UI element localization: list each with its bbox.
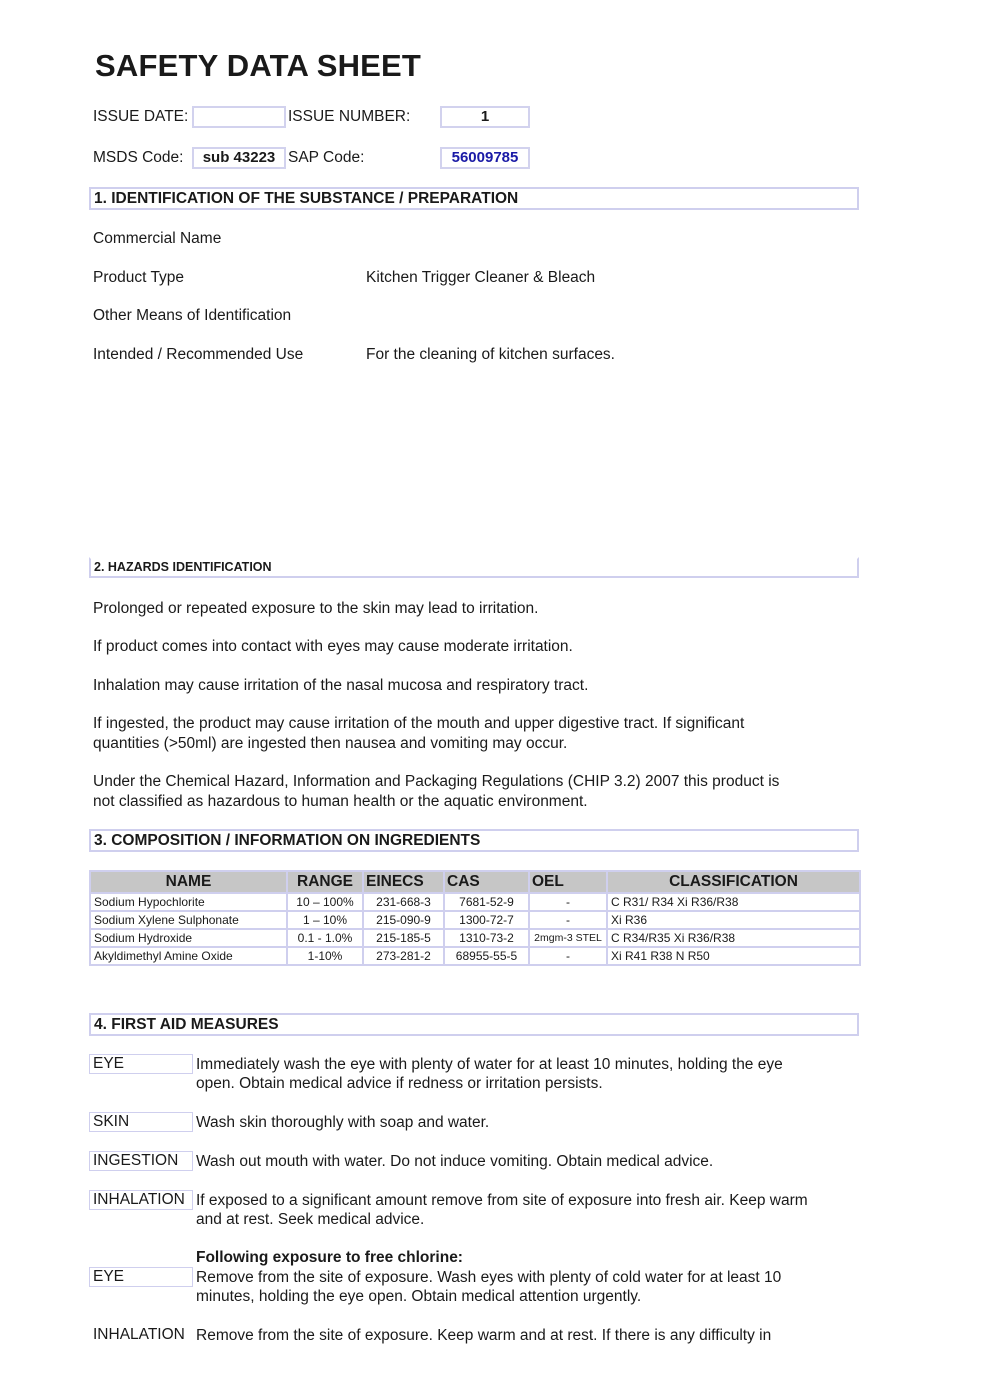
product-type-label: Product Type (93, 269, 185, 286)
issue-number-label: ISSUE NUMBER: (288, 108, 411, 125)
ingredient-einecs: 215-185-5 (363, 929, 444, 947)
hazard-line: Under the Chemical Hazard, Information and Packaging Regulations (CHIP 3.2) 2007 this product is (93, 773, 780, 790)
ingredient-einecs: 231-668-3 (363, 893, 444, 911)
first-aid-line: open. Obtain medical advice if redness or irritation persists. (196, 1075, 603, 1092)
section-4-heading: 4. FIRST AID MEASURES (89, 1013, 859, 1036)
ingredient-classification: C R34/R35 Xi R36/R38 (607, 929, 860, 947)
column-header-classification: CLASSIFICATION (607, 871, 860, 893)
ingredient-classification: Xi R41 R38 N R50 (607, 947, 860, 965)
ingredient-range: 1-10% (287, 947, 363, 965)
first-aid-line: minutes, holding the eye open. Obtain medical attention urgently. (196, 1288, 642, 1305)
table-header-row (90, 871, 860, 893)
section-2-heading: 2. HAZARDS IDENTIFICATION (89, 557, 859, 578)
ingredient-cas: 68955-55-5 (444, 947, 529, 965)
issue-date-field (192, 106, 286, 128)
first-aid-line: Wash skin thoroughly with soap and water. (196, 1114, 490, 1131)
hazard-paragraph-ingestion (93, 714, 744, 754)
first-aid-line: Remove from the site of exposure. Keep warm and at rest. If there is any difficulty in (196, 1327, 772, 1344)
hazard-line: Prolonged or repeated exposure to the skin may lead to irritation. (93, 600, 539, 617)
document-title: SAFETY DATA SHEET (95, 48, 422, 83)
other-identification-label: Other Means of Identification (93, 307, 292, 324)
column-header-oel: OEL (529, 871, 607, 893)
ingredient-range: 0.1 - 1.0% (287, 929, 363, 947)
table-row (90, 893, 860, 911)
column-header-range: RANGE (287, 871, 363, 893)
section-3-heading: 3. COMPOSITION / INFORMATION ON INGREDIENTS (89, 829, 859, 852)
chlorine-text-eye (196, 1268, 781, 1306)
ingredients-table (89, 870, 861, 966)
first-aid-line: Wash out mouth with water. Do not induce vomiting. Obtain medical advice. (196, 1153, 714, 1170)
ingredient-einecs: 215-090-9 (363, 911, 444, 929)
chlorine-label-eye: EYE (89, 1267, 193, 1287)
section-1-heading: 1. IDENTIFICATION OF THE SUBSTANCE / PREPARATION (89, 187, 859, 210)
ingredient-range: 10 – 100% (287, 893, 363, 911)
first-aid-line: Remove from the site of exposure. Wash eyes with plenty of cold water for at least 10 (196, 1269, 782, 1286)
ingredient-oel: - (529, 911, 607, 929)
intended-use-label: Intended / Recommended Use (93, 346, 304, 363)
ingredient-classification: C R31/ R34 Xi R36/R38 (607, 893, 860, 911)
sap-code-field: 56009785 (440, 147, 530, 169)
ingredient-name: Akyldimethyl Amine Oxide (90, 947, 287, 965)
msds-code-label: MSDS Code: (93, 149, 184, 166)
hazard-paragraph-inhalation (93, 676, 588, 696)
first-aid-text-ingestion (196, 1152, 713, 1171)
issue-number-field: 1 (440, 106, 530, 128)
hazard-paragraph-skin (93, 599, 538, 619)
first-aid-line: If exposed to a significant amount remove from site of exposure into fresh air. Keep warm (196, 1192, 808, 1209)
hazard-paragraph-classification (93, 772, 779, 812)
ingredient-oel: - (529, 947, 607, 965)
chlorine-text-inhalation (196, 1326, 771, 1345)
product-type-value: Kitchen Trigger Cleaner & Bleach (366, 269, 596, 286)
first-aid-label-inhalation: INHALATION (89, 1190, 193, 1210)
first-aid-label-ingestion: INGESTION (89, 1151, 193, 1171)
ingredient-name: Sodium Hypochlorite (90, 893, 287, 911)
first-aid-line: Immediately wash the eye with plenty of water for at least 10 minutes, holding the eye (196, 1056, 783, 1073)
ingredient-range: 1 – 10% (287, 911, 363, 929)
first-aid-text-eye (196, 1055, 783, 1093)
hazard-line: If ingested, the product may cause irritation of the mouth and upper digestive tract. If significant (93, 715, 745, 732)
first-aid-text-skin (196, 1113, 489, 1132)
column-header-name: NAME (90, 871, 287, 893)
ingredient-cas: 7681-52-9 (444, 893, 529, 911)
ingredient-oel: - (529, 893, 607, 911)
ingredient-cas: 1300-72-7 (444, 911, 529, 929)
column-header-einecs: EINECS (363, 871, 444, 893)
chlorine-label-inhalation: INHALATION (93, 1326, 185, 1343)
chlorine-exposure-heading: Following exposure to free chlorine: (196, 1249, 463, 1266)
first-aid-label-eye: EYE (89, 1054, 193, 1074)
hazard-line: quantities (>50ml) are ingested then nausea and vomiting may occur. (93, 735, 568, 752)
ingredient-oel: 2mgm-3 STEL (529, 929, 607, 947)
ingredient-einecs: 273-281-2 (363, 947, 444, 965)
column-header-cas: CAS (444, 871, 529, 893)
first-aid-text-inhalation (196, 1191, 808, 1229)
intended-use-value: For the cleaning of kitchen surfaces. (366, 346, 615, 363)
commercial-name-label: Commercial Name (93, 230, 222, 247)
ingredient-name: Sodium Xylene Sulphonate (90, 911, 287, 929)
hazard-line: Inhalation may cause irritation of the nasal mucosa and respiratory tract. (93, 677, 589, 694)
first-aid-line: and at rest. Seek medical advice. (196, 1211, 425, 1228)
table-row (90, 911, 860, 929)
ingredient-classification: Xi R36 (607, 911, 860, 929)
hazard-line: not classified as hazardous to human health or the aquatic environment. (93, 793, 588, 810)
first-aid-label-skin: SKIN (89, 1112, 193, 1132)
ingredient-cas: 1310-73-2 (444, 929, 529, 947)
issue-date-label: ISSUE DATE: (93, 108, 189, 125)
table-row (90, 929, 860, 947)
msds-code-field: sub 43223 (192, 147, 286, 169)
hazard-line: If product comes into contact with eyes may cause moderate irritation. (93, 638, 573, 655)
hazard-paragraph-eyes (93, 637, 573, 657)
ingredient-name: Sodium Hydroxide (90, 929, 287, 947)
sap-code-label: SAP Code: (288, 149, 365, 166)
table-row (90, 947, 860, 965)
